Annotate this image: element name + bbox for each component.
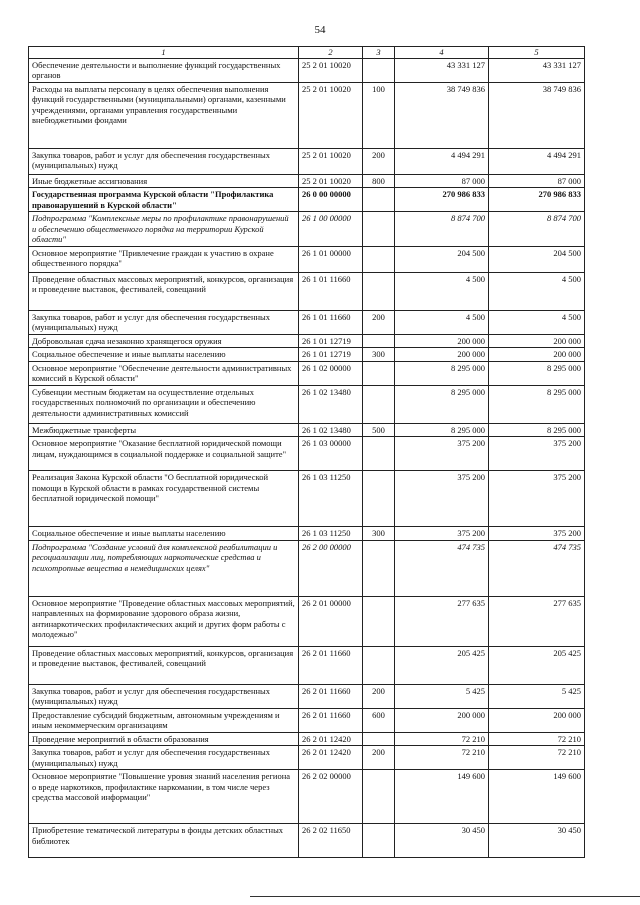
row-value-col4-cell: 277 635: [395, 596, 489, 646]
row-value-col5-cell: 200 000: [489, 708, 585, 732]
table-row: [29, 310, 585, 334]
header-col-1: 1: [29, 47, 299, 59]
row-value-col5-cell: 43 331 127: [489, 58, 585, 82]
row-kind-cell: 200: [363, 746, 395, 770]
row-value-col5-cell: 375 200: [489, 527, 585, 541]
table-row: [29, 527, 585, 541]
row-name-cell: Государственная программа Курской области "Профилактика правонарушений в Курской области": [29, 188, 299, 212]
row-kind-cell: [363, 246, 395, 272]
row-code-cell: 26 2 01 00000: [299, 596, 363, 646]
table-row: [29, 596, 585, 646]
row-value-col5-cell: 8 295 000: [489, 361, 585, 385]
row-value-col5-cell: 204 500: [489, 246, 585, 272]
row-name-cell: Закупка товаров, работ и услуг для обеспечения государственных (муниципальных) нужд: [29, 746, 299, 770]
header-col-4: 4: [395, 47, 489, 59]
row-kind-cell: [363, 212, 395, 247]
row-kind-cell: 300: [363, 348, 395, 362]
table-row: [29, 82, 585, 148]
row-name-cell: Закупка товаров, работ и услуг для обеспечения государственных (муниципальных) нужд: [29, 148, 299, 174]
table-row: [29, 746, 585, 770]
row-code-cell: 26 1 03 11250: [299, 527, 363, 541]
row-kind-cell: 100: [363, 82, 395, 148]
row-kind-cell: 500: [363, 423, 395, 437]
row-name-cell: Субвенции местным бюджетам на осуществление отдельных государственных полномочий по организации и обеспечению деятельности административных комиссий: [29, 385, 299, 423]
row-code-cell: 26 2 01 12420: [299, 732, 363, 746]
row-value-col4-cell: 200 000: [395, 708, 489, 732]
row-code-cell: 26 2 01 12420: [299, 746, 363, 770]
row-value-col5-cell: 8 295 000: [489, 385, 585, 423]
row-name-cell: Социальное обеспечение и иные выплаты населению: [29, 527, 299, 541]
table-row: [29, 212, 585, 247]
row-code-cell: 25 2 01 10020: [299, 148, 363, 174]
table-row: [29, 188, 585, 212]
row-value-col4-cell: 270 986 833: [395, 188, 489, 212]
row-value-col4-cell: 30 450: [395, 824, 489, 858]
row-kind-cell: 800: [363, 174, 395, 188]
row-value-col4-cell: 4 500: [395, 310, 489, 334]
table-row: [29, 540, 585, 596]
row-value-col4-cell: 8 295 000: [395, 385, 489, 423]
table-row: [29, 58, 585, 82]
row-value-col5-cell: 5 425: [489, 684, 585, 708]
row-kind-cell: [363, 272, 395, 310]
row-name-cell: Основное мероприятие "Оказание бесплатной юридической помощи лицам, нуждающимся в социальной поддержке и социальной защите": [29, 437, 299, 471]
row-value-col5-cell: 277 635: [489, 596, 585, 646]
row-name-cell: Добровольная сдача незаконно хранящегося оружия: [29, 334, 299, 348]
row-kind-cell: 200: [363, 310, 395, 334]
table-row: [29, 361, 585, 385]
row-code-cell: 26 1 01 11660: [299, 272, 363, 310]
row-kind-cell: [363, 646, 395, 684]
row-value-col4-cell: 149 600: [395, 770, 489, 824]
row-code-cell: 26 1 02 00000: [299, 361, 363, 385]
row-value-col5-cell: 4 500: [489, 272, 585, 310]
row-value-col4-cell: 375 200: [395, 527, 489, 541]
table-row: [29, 646, 585, 684]
row-code-cell: 26 2 01 11660: [299, 684, 363, 708]
row-name-cell: Проведение областных массовых мероприятий, конкурсов, организация и проведение выставок, фестивалей, совещаний: [29, 272, 299, 310]
row-value-col4-cell: 87 000: [395, 174, 489, 188]
row-code-cell: 26 2 01 11660: [299, 708, 363, 732]
row-value-col5-cell: 200 000: [489, 348, 585, 362]
row-name-cell: Основное мероприятие "Привлечение граждан к участию в охране общественного порядка": [29, 246, 299, 272]
row-name-cell: Проведение мероприятий в области образования: [29, 732, 299, 746]
row-name-cell: Закупка товаров, работ и услуг для обеспечения государственных (муниципальных) нужд: [29, 684, 299, 708]
table-row: [29, 348, 585, 362]
row-code-cell: 26 1 03 11250: [299, 471, 363, 527]
row-value-col4-cell: 8 874 700: [395, 212, 489, 247]
row-name-cell: Реализация Закона Курской области "О бесплатной юридической помощи в Курской области в рамках государственной системы бесплатной юридической помощи": [29, 471, 299, 527]
row-kind-cell: [363, 58, 395, 82]
row-name-cell: Закупка товаров, работ и услуг для обеспечения государственных (муниципальных) нужд: [29, 310, 299, 334]
table-row: [29, 148, 585, 174]
row-value-col4-cell: 5 425: [395, 684, 489, 708]
row-name-cell: Приобретение тематической литературы в фонды детских областных библиотек: [29, 824, 299, 858]
row-value-col4-cell: 200 000: [395, 334, 489, 348]
row-code-cell: 25 2 01 10020: [299, 174, 363, 188]
row-value-col4-cell: 204 500: [395, 246, 489, 272]
row-value-col4-cell: 72 210: [395, 732, 489, 746]
row-name-cell: Основное мероприятие "Обеспечение деятельности административных комиссий в Курской области": [29, 361, 299, 385]
row-name-cell: Обеспечение деятельности и выполнение функций государственных органов: [29, 58, 299, 82]
row-code-cell: 26 2 02 11650: [299, 824, 363, 858]
row-kind-cell: [363, 437, 395, 471]
row-code-cell: 26 2 01 11660: [299, 646, 363, 684]
row-kind-cell: [363, 334, 395, 348]
row-kind-cell: 200: [363, 684, 395, 708]
table-row: [29, 684, 585, 708]
row-value-col5-cell: 72 210: [489, 746, 585, 770]
row-code-cell: 26 1 01 12719: [299, 334, 363, 348]
row-kind-cell: 200: [363, 148, 395, 174]
row-value-col4-cell: 375 200: [395, 471, 489, 527]
row-name-cell: Социальное обеспечение и иные выплаты населению: [29, 348, 299, 362]
row-value-col5-cell: 72 210: [489, 732, 585, 746]
header-col-3: 3: [363, 47, 395, 59]
row-value-col5-cell: 8 295 000: [489, 423, 585, 437]
header-col-5: 5: [489, 47, 585, 59]
row-value-col4-cell: 8 295 000: [395, 423, 489, 437]
row-kind-cell: [363, 385, 395, 423]
row-code-cell: 26 1 01 00000: [299, 246, 363, 272]
row-kind-cell: [363, 361, 395, 385]
row-name-cell: Основное мероприятие "Повышение уровня знаний населения региона о вреде наркотиков, профилактике наркомании, в том числе через средства массовой информации": [29, 770, 299, 824]
row-value-col4-cell: 8 295 000: [395, 361, 489, 385]
table-row: [29, 272, 585, 310]
row-value-col5-cell: 8 874 700: [489, 212, 585, 247]
row-name-cell: Основное мероприятие "Проведение областных массовых мероприятий, направленных на формирование здорового образа жизни, антинаркотических профилактических акций и других форм работы с молодежью": [29, 596, 299, 646]
row-code-cell: 25 2 01 10020: [299, 82, 363, 148]
table-row: [29, 471, 585, 527]
page-number: 54: [314, 24, 326, 36]
row-value-col4-cell: 38 749 836: [395, 82, 489, 148]
row-kind-cell: [363, 770, 395, 824]
row-value-col5-cell: 474 735: [489, 540, 585, 596]
row-name-cell: Подпрограмма "Создание условий для комплексной реабилитации и ресоциализации лиц, потребляющих наркотические средства и психотропные вещества в немедицинских целях": [29, 540, 299, 596]
row-value-col5-cell: 4 500: [489, 310, 585, 334]
row-value-col5-cell: 4 494 291: [489, 148, 585, 174]
row-code-cell: 26 1 02 13480: [299, 423, 363, 437]
row-value-col4-cell: 200 000: [395, 348, 489, 362]
table-row: [29, 708, 585, 732]
row-value-col4-cell: 43 331 127: [395, 58, 489, 82]
row-code-cell: 26 2 02 00000: [299, 770, 363, 824]
table-row: [29, 246, 585, 272]
row-kind-cell: 300: [363, 527, 395, 541]
row-value-col5-cell: 375 200: [489, 437, 585, 471]
row-value-col5-cell: 87 000: [489, 174, 585, 188]
row-code-cell: 26 1 00 00000: [299, 212, 363, 247]
row-kind-cell: [363, 471, 395, 527]
row-value-col5-cell: 205 425: [489, 646, 585, 684]
row-value-col5-cell: 38 749 836: [489, 82, 585, 148]
row-code-cell: 25 2 01 10020: [299, 58, 363, 82]
row-code-cell: 26 1 02 13480: [299, 385, 363, 423]
row-code-cell: 26 0 00 00000: [299, 188, 363, 212]
bottom-divider: [250, 896, 640, 897]
row-value-col5-cell: 200 000: [489, 334, 585, 348]
table-row: [29, 824, 585, 858]
table-row: [29, 423, 585, 437]
table-row: [29, 174, 585, 188]
row-name-cell: Расходы на выплаты персоналу в целях обеспечения выполнения функций государственными (муниципальными) органами, казенными учреждениями, органами управления государственными внебюджетными фондами: [29, 82, 299, 148]
table-row: [29, 334, 585, 348]
row-kind-cell: [363, 824, 395, 858]
budget-table: [28, 46, 585, 858]
table-row: [29, 437, 585, 471]
row-kind-cell: 600: [363, 708, 395, 732]
row-name-cell: Подпрограмма "Комплексные меры по профилактике правонарушений и обеспечению общественного порядка на территории Курской области": [29, 212, 299, 247]
row-kind-cell: [363, 188, 395, 212]
table-body: [29, 58, 585, 858]
table-row: [29, 770, 585, 824]
row-value-col5-cell: 149 600: [489, 770, 585, 824]
row-value-col4-cell: 375 200: [395, 437, 489, 471]
table-row: [29, 732, 585, 746]
row-code-cell: 26 1 01 12719: [299, 348, 363, 362]
row-value-col4-cell: 72 210: [395, 746, 489, 770]
row-code-cell: 26 1 03 00000: [299, 437, 363, 471]
row-kind-cell: [363, 596, 395, 646]
row-value-col4-cell: 4 500: [395, 272, 489, 310]
row-kind-cell: [363, 540, 395, 596]
header-col-2: 2: [299, 47, 363, 59]
row-value-col4-cell: 4 494 291: [395, 148, 489, 174]
row-value-col4-cell: 474 735: [395, 540, 489, 596]
row-name-cell: Иные бюджетные ассигнования: [29, 174, 299, 188]
row-code-cell: 26 1 01 11660: [299, 310, 363, 334]
table-header-row: [29, 47, 585, 59]
row-code-cell: 26 2 00 00000: [299, 540, 363, 596]
table-row: [29, 385, 585, 423]
row-value-col5-cell: 375 200: [489, 471, 585, 527]
row-kind-cell: [363, 732, 395, 746]
row-name-cell: Предоставление субсидий бюджетным, автономным учреждениям и иным некоммерческим организациям: [29, 708, 299, 732]
row-value-col5-cell: 270 986 833: [489, 188, 585, 212]
row-name-cell: Проведение областных массовых мероприятий, конкурсов, организация и проведение выставок, фестивалей, совещаний: [29, 646, 299, 684]
row-value-col5-cell: 30 450: [489, 824, 585, 858]
row-value-col4-cell: 205 425: [395, 646, 489, 684]
row-name-cell: Межбюджетные трансферты: [29, 423, 299, 437]
